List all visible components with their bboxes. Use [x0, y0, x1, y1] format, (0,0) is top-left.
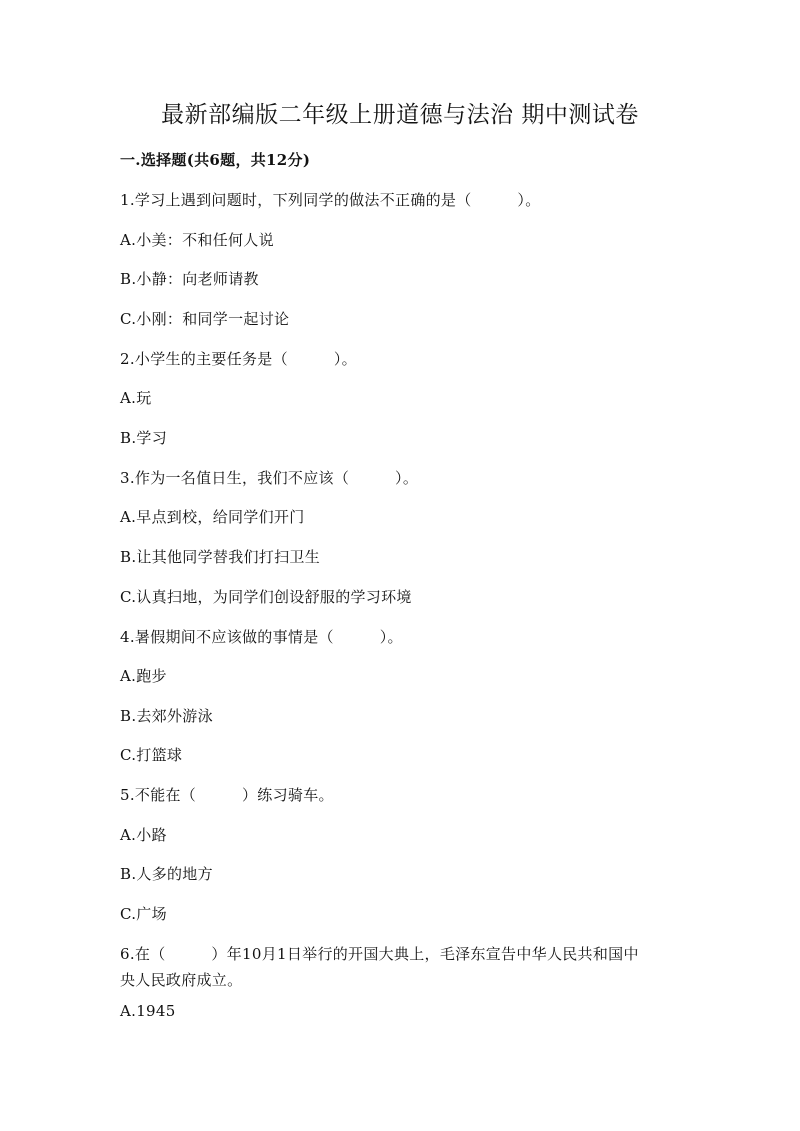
- question-4-option-a: A.跑步: [120, 667, 167, 685]
- question-1-stem: 1.学习上遇到问题时，下列同学的做法不正确的是（ ）。: [120, 191, 541, 209]
- question-3-option-b: B.让其他同学替我们打扫卫生: [120, 548, 320, 566]
- question-5-stem: 5.不能在（ ）练习骑车。: [120, 786, 334, 804]
- question-3-option-a: A.早点到校，给同学们开门: [120, 508, 305, 526]
- question-4-stem: 4.暑假期间不应该做的事情是（ ）。: [120, 628, 403, 646]
- page-title: 最新部编版二年级上册道德与法治 期中测试卷: [161, 102, 639, 128]
- question-4-option-c: C.打篮球: [120, 746, 183, 764]
- question-2-option-b: B.学习: [120, 429, 167, 447]
- question-5-option-b: B.人多的地方: [120, 865, 213, 883]
- question-3-option-c: C.认真扫地，为同学们创设舒服的学习环境: [120, 588, 412, 606]
- question-2-option-a: A.玩: [120, 389, 152, 407]
- question-1-option-a: A.小美：不和任何人说: [120, 231, 274, 249]
- question-5-option-a: A.小路: [120, 826, 167, 844]
- section-heading: 一.选择题(共6题，共12分): [120, 151, 311, 169]
- question-3-stem: 3.作为一名值日生，我们不应该（ ）。: [120, 469, 419, 487]
- question-6-stem-line-1: 6.在（ ）年10月1日举行的开国大典上，毛泽东宣告中华人民共和国中: [120, 945, 639, 963]
- question-1-option-c: C.小刚：和同学一起讨论: [120, 310, 290, 328]
- question-2-stem: 2.小学生的主要任务是（ ）。: [120, 350, 357, 368]
- question-4-option-b: B.去郊外游泳: [120, 707, 213, 725]
- question-6-option-a: A.1945: [120, 1002, 176, 1020]
- question-1-option-b: B.小静：向老师请教: [120, 270, 259, 288]
- question-6-stem-line-2: 央人民政府成立。: [120, 971, 243, 989]
- question-5-option-c: C.广场: [120, 905, 167, 923]
